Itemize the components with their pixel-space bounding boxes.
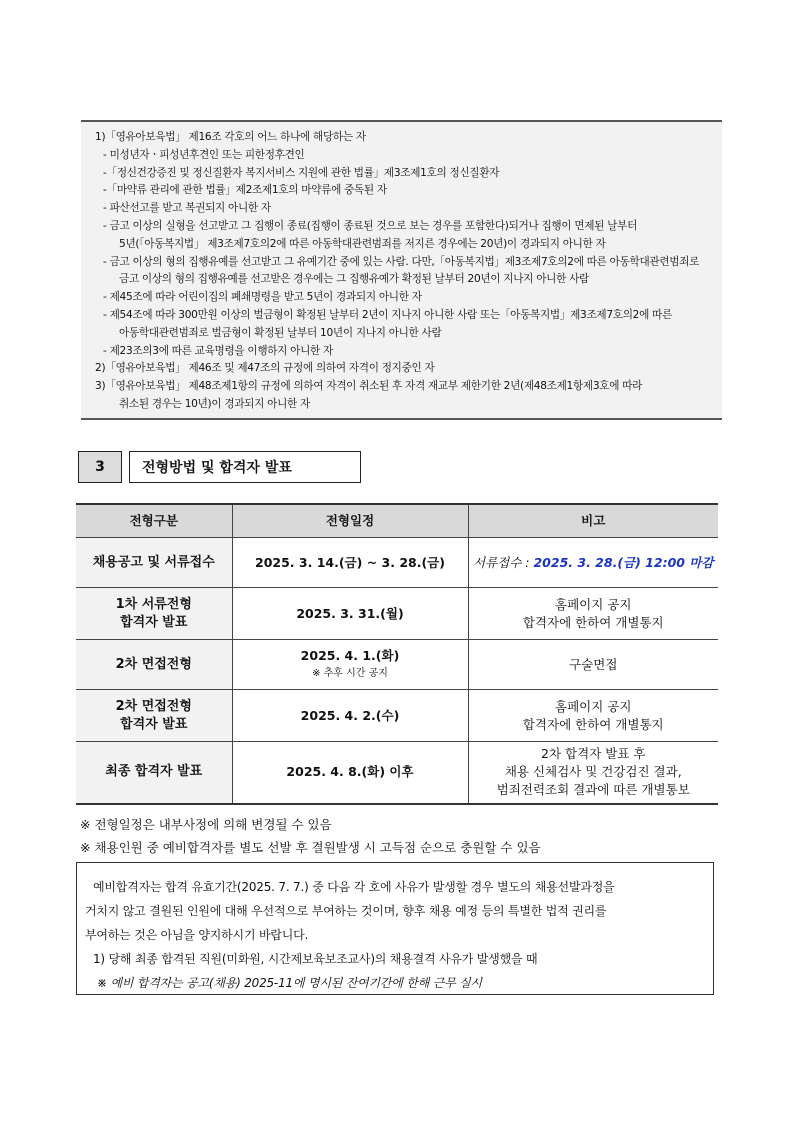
disqualification-line: - 제23조의3에 따른 교육명령을 이행하지 아니한 자 <box>103 344 333 357</box>
reserve-line: 거치지 않고 결원된 인원에 대해 우선적으로 부여하는 것이며, 향후 채용 예정 등의 특별한 법적 권리를 <box>85 904 607 918</box>
cell-date <box>232 588 468 640</box>
cell-date <box>232 690 468 742</box>
category-line: 합격자 발표 <box>120 716 188 732</box>
disqualification-line: 아동학대관련범죄로 벌금형이 확정된 날부터 10년이 지나지 아니한 사람 <box>119 326 442 339</box>
disqualification-line: - 제54조에 따라 300만원 이상의 벌금형이 확정된 날부터 2년이 지나지 아니한 사람 또는「아동복지법」제3조제7호의2에 따른 <box>103 308 672 321</box>
header-remark: 비고 <box>468 504 718 538</box>
cell-date <box>232 742 468 804</box>
cell-remark <box>468 538 718 588</box>
disqualification-line: -「정신건강증진 및 정신질환자 복지서비스 지원에 관한 법률」제3조제1호의 정신질환자 <box>103 166 500 179</box>
disqualification-line: 3)「영유아보육법」 제48조제1항의 규정에 의하여 자격이 취소된 후 자격 재교부 제한기한 2년(제48조제1항제3호에 따라 <box>95 380 643 393</box>
cell-remark <box>468 640 718 690</box>
note-reserve: ※ 채용인원 중 예비합격자를 별도 선발 후 결원발생 시 고득점 순으로 충원할 수 있음 <box>80 840 541 855</box>
reserve-info-box <box>76 862 714 995</box>
date-text: 2025. 4. 8.(화) 이후 <box>286 764 414 780</box>
table-row <box>76 640 718 690</box>
cell-remark <box>468 742 718 804</box>
reserve-line: 예비합격자는 합격 유효기간(2025. 7. 7.) 중 다음 각 호에 사유가 발생할 경우 별도의 채용선발과정을 <box>93 880 615 894</box>
date-note: ※ 추후 시간 공지 <box>312 667 388 679</box>
cell-category <box>76 742 232 804</box>
section-title: 전형방법 및 합격자 발표 <box>129 451 361 483</box>
cell-category <box>76 538 232 588</box>
remark-deadline: 2025. 3. 28.(금) 12:00 마감 <box>533 554 714 570</box>
cell-category <box>76 640 232 690</box>
cell-date <box>232 538 468 588</box>
cell-category <box>76 690 232 742</box>
reserve-line: 1) 당해 최종 합격된 직원(미화원, 시간제보육보조교사)의 채용결격 사유가 발생했을 때 <box>93 952 538 966</box>
header-schedule: 전형일정 <box>232 504 468 538</box>
disqualification-line: 2)「영유아보육법」 제46조 및 제47조의 규정에 의하여 자격이 정지중인 자 <box>95 362 435 375</box>
remark-line: 홈페이지 공지 <box>555 698 632 714</box>
note-schedule-change: ※ 전형일정은 내부사정에 의해 변경될 수 있음 <box>80 817 332 832</box>
table-row <box>76 588 718 640</box>
category-line: 채용공고 및 서류접수 <box>92 554 215 570</box>
category-line: 2차 면접전형 <box>115 656 192 672</box>
remark-line: 범죄전력조회 결과에 따른 개별통보 <box>496 782 690 798</box>
category-line: 1차 서류전형 <box>115 596 192 612</box>
disqualification-line: - 제45조에 따라 어린이집의 폐쇄명령을 받고 5년이 경과되지 아니한 자 <box>103 291 422 304</box>
date-text: 2025. 4. 2.(수) <box>300 707 400 723</box>
remark-line: 구술면접 <box>569 656 618 672</box>
category-line: 최종 합격자 발표 <box>105 764 203 780</box>
remark-line: 2차 합격자 발표 후 <box>541 746 646 762</box>
disqualification-line: 1)「영유아보육법」 제16조 각호의 어느 하나에 해당하는 자 <box>95 131 366 143</box>
disqualification-box <box>81 120 722 420</box>
disqualification-line: - 파산선고를 받고 복권되지 아니한 자 <box>103 202 271 215</box>
disqualification-line: - 미성년자ㆍ피성년후견인 또는 피한정후견인 <box>103 148 305 161</box>
cell-category <box>76 588 232 640</box>
disqualification-line: - 금고 이상의 실형을 선고받고 그 집행이 종료(집행이 종료된 것으로 보는 경우를 포함한다)되거나 집행이 면제된 날부터 <box>103 219 638 232</box>
date-text: 2025. 4. 1.(화) <box>300 647 400 663</box>
category-line: 합격자 발표 <box>120 614 188 630</box>
header-category: 전형구분 <box>76 504 232 538</box>
cell-remark <box>468 588 718 640</box>
disqualification-line: 취소된 경우는 10년)이 경과되지 아니한 자 <box>119 397 310 410</box>
disqualification-line: 5년(「아동복지법」 제3조제7호의2에 따른 아동학대관련범죄를 저지른 경우에는 20년)이 경과되지 아니한 자 <box>119 237 606 250</box>
section-number: 3 <box>78 451 122 483</box>
disqualification-line: - 금고 이상의 형의 집행유예를 선고받고 그 유예기간 중에 있는 사람. 다만,「아동복지법」제3조제7호의2에 따른 아동학대관련범죄로 <box>103 255 700 268</box>
table-row <box>76 538 718 588</box>
remark-prefix: 서류접수 : <box>473 554 534 570</box>
disqualification-line: 금고 이상의 형의 집행유예를 선고받은 경우에는 그 집행유예가 확정된 날부터 20년이 지나지 아니한 사람 <box>119 273 589 286</box>
table-row <box>76 690 718 742</box>
reserve-line: ※ 예비 합격자는 공고(채용) 2025-11에 명시된 잔여기간에 한해 근무 실시 <box>97 976 482 990</box>
reserve-line: 부여하는 것은 아님을 양지하시기 바랍니다. <box>85 928 309 942</box>
table-row <box>76 742 718 804</box>
cell-remark <box>468 690 718 742</box>
remark-line: 홈페이지 공지 <box>555 596 632 612</box>
schedule-table <box>76 503 718 805</box>
table-header-row <box>76 504 718 538</box>
category-line: 2차 면접전형 <box>115 698 192 714</box>
remark-line: 채용 신체검사 및 건강검진 결과, <box>504 764 682 780</box>
date-text: 2025. 3. 14.(금) ~ 3. 28.(금) <box>255 554 445 570</box>
disqualification-line: -「마약류 관리에 관한 법률」제2조제1호의 마약류에 중독된 자 <box>103 184 387 197</box>
cell-date <box>232 640 468 690</box>
date-text: 2025. 3. 31.(월) <box>296 605 404 621</box>
remark-line: 합격자에 한하여 개별통지 <box>522 716 664 732</box>
remark-line: 합격자에 한하여 개별통지 <box>522 614 664 630</box>
